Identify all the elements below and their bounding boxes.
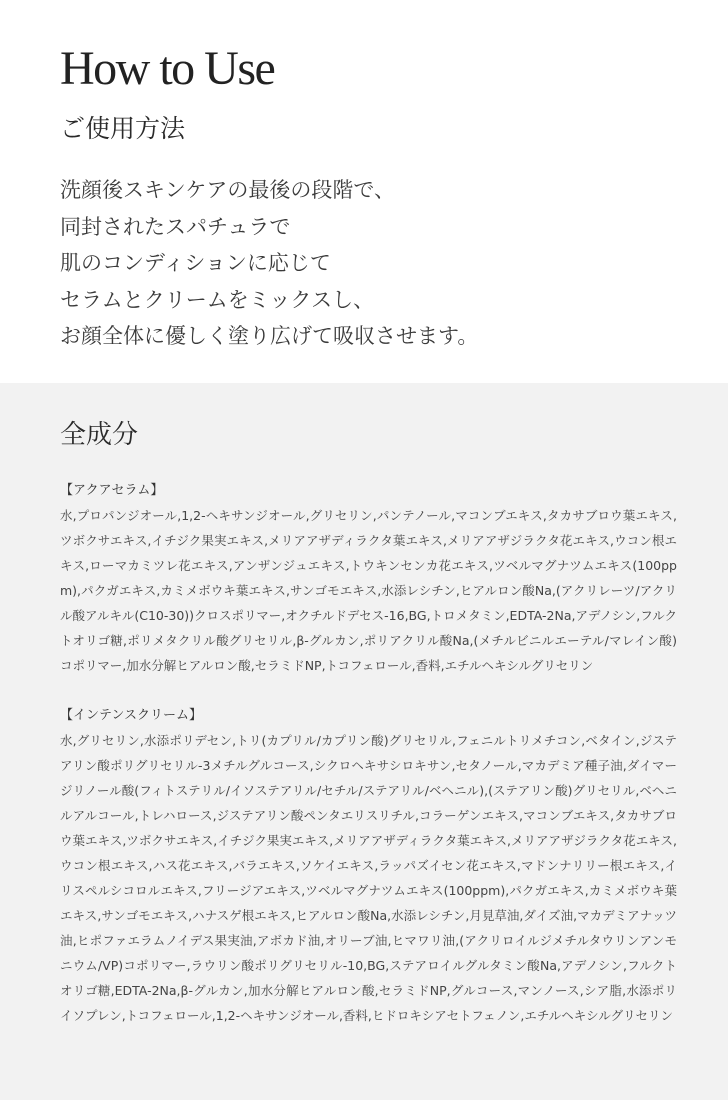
usage-line: 洗顔後スキンケアの最後の段階で、: [60, 178, 395, 202]
usage-line: 肌のコンディションに応じて: [60, 251, 331, 275]
how-to-use-section: [0, 0, 728, 383]
ingredient-group-intense-cream: [60, 703, 677, 1028]
ingredient-group-aqua-serum: [60, 478, 677, 678]
ingredients-section: [0, 383, 728, 1100]
usage-line: 同封されたスパチュラで: [60, 214, 291, 239]
usage-heading-ja: ご使用方法: [60, 114, 186, 143]
ingredient-group-title: 【アクアセラム】: [60, 483, 164, 498]
ingredient-list: 水,プロパンジオール,1,2-ヘキサンジオール,グリセリン,パンテノール,マコンブエキス,タカサブロウ葉エキス,ツボクサエキス,イチジク果実エキス,メリアアザディラクタ葉エキス,メリアアザジラクタ花エキス,ウコン根エキス,ローマカミツレ花エキス,アンザンジュエキス,トウキンセンカ花エキス,ツベルマグナツムエキス(100ppm),パクガエキス,カミメボウキ葉エキス,サンゴモエキス,水添レシチン,ヒアルロン酸Na,(アクリレーツ/アクリル酸アルキル(C10-30))クロスポリマー,オクチルドデセス-16,BG,トロメタミン,EDTA-2Na,アデノシン,フルクトオリゴ糖,ポリメタクリル酸グリセリル,β-グルカン,ポリアクリル酸Na,(メチルビニルエーテル/マレイン酸)コポリマー,加水分解ヒアルロン酸,セラミドNP,トコフェロール,香料,エチルヘキシルグリセリン: [60, 508, 677, 673]
ingredient-group-title: 【インテンスクリーム】: [60, 708, 202, 723]
ingredient-list: 水,グリセリン,水添ポリデセン,トリ(カプリル/カプリン酸)グリセリル,フェニルトリメチコン,ベタイン,ジステアリン酸ポリグリセリル-3メチルグルコース,シクロヘキサシロキサン,セタノール,マカデミア種子油,ダイマージリノール酸(フィトステリル/イソステアリル/セチル/ステアリル/ベヘニル),(ステアリン酸)グリセリル,ベヘニルアルコール,トレハロース,ジステアリン酸ペンタエリスリチル,コラーゲンエキス,マコンブエキス,タカサブロウ葉エキス,ツボクサエキス,イチジク果実エキス,メリアアザディラクタ葉エキス,メリアアザジラクタ花エキス,ウコン根エキス,ハス花エキス,バラエキス,ソケイエキス,ラッパズイセン花エキス,マドンナリリー根エキス,イリスペルシコロルエキス,フリージアエキス,ツベルマグナツムエキス(100ppm),パクガエキス,カミメボウキ葉エキス,サンゴモエキス,ハナスゲ根エキス,ヒアルロン酸Na,水添レシチン,月見草油,ダイズ油,マカデミアナッツ油,ヒポファエラムノイデス果実油,アボカド油,オリーブ油,ヒマワリ油,(アクリロイルジメチルタウリンアンモニウム/VP)コポリマー,ラウリン酸ポリグリセリル-10,BG,ステアロイルグルタミン酸Na,アデノシン,フルクトオリゴ糖,EDTA-2Na,β-グルカン,加水分解ヒアルロン酸,セラミドNP,グルコース,マンノース,シア脂,水添ポリイソプレン,トコフェロール,1,2-ヘキサンジオール,香料,ヒドロキシアセトフェノン,エチルヘキシルグリセリン: [60, 733, 677, 1023]
usage-line: セラムとクリームをミックスし、: [60, 287, 375, 312]
usage-line: お顔全体に優しく塗り広げて吸収させます。: [60, 324, 479, 348]
usage-instructions: [60, 172, 668, 355]
how-to-use-heading: How to Use: [60, 42, 275, 95]
ingredients-title: 全成分: [60, 420, 139, 450]
